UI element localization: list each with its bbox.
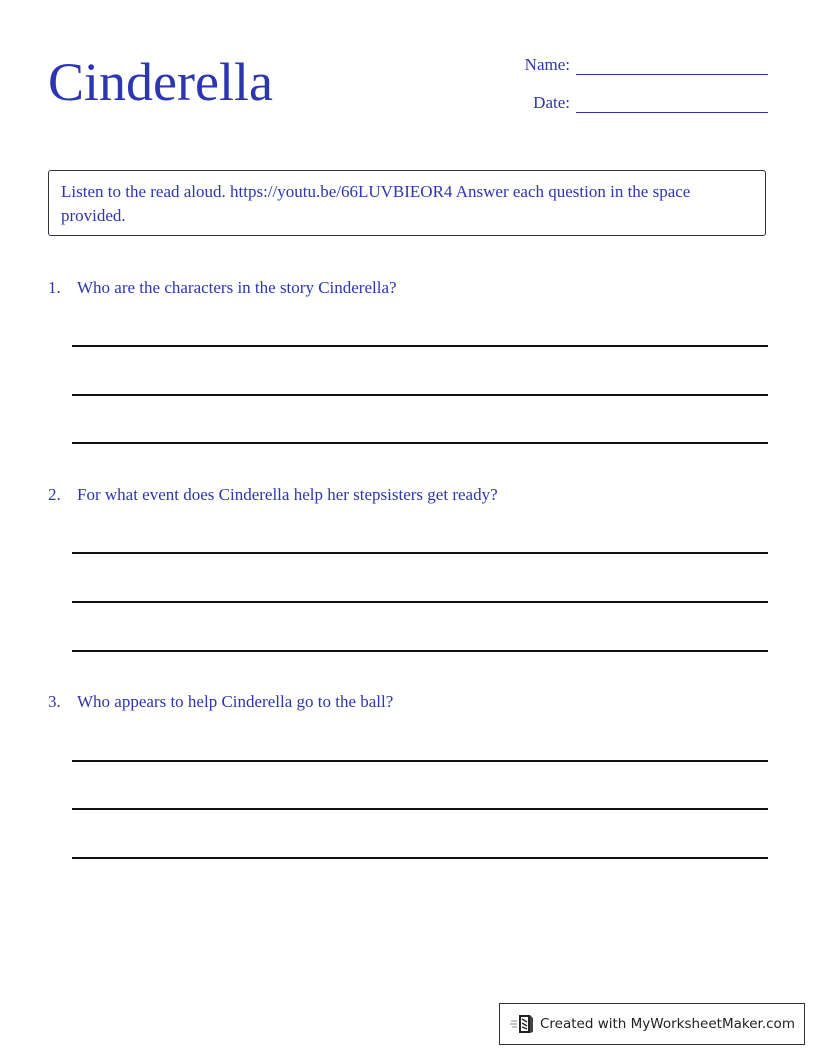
question-prompt: Who appears to help Cinderella go to the ball? [77,692,394,711]
question-text [48,484,768,506]
answer-line-3[interactable] [72,650,768,652]
answer-line-1[interactable] [72,345,768,347]
answer-line-2[interactable] [72,601,768,603]
name-blank-line[interactable] [576,54,768,75]
created-with-badge[interactable] [499,1003,805,1045]
question-prompt: Who are the characters in the story Cinderella? [77,278,397,297]
instructions-box: Listen to the read aloud. https://youtu.be/66LUVBIEOR4 Answer each question in the space provided. [48,170,766,236]
answer-line-2[interactable] [72,394,768,396]
worksheet-maker-logo-icon [510,1013,534,1035]
answer-line-3[interactable] [72,442,768,444]
question-prompt: For what event does Cinderella help her stepsisters get ready? [77,485,498,504]
date-label: Date: [533,93,570,112]
answer-line-1[interactable] [72,552,768,554]
name-label: Name: [524,55,570,74]
question-number: 1. [48,278,61,297]
answer-line-2[interactable] [72,808,768,810]
worksheet-title: Cinderella [48,52,273,112]
question-text [48,691,768,713]
date-blank-line[interactable] [576,92,768,113]
answer-line-3[interactable] [72,857,768,859]
question-text [48,277,768,299]
answer-line-1[interactable] [72,760,768,762]
question-2 [48,484,768,506]
badge-text: Created with MyWorksheetMaker.com [540,1016,795,1032]
question-1 [48,277,768,299]
date-field [498,92,768,113]
question-number: 2. [48,485,61,504]
name-field [498,54,768,75]
question-3 [48,691,768,713]
question-number: 3. [48,692,61,711]
